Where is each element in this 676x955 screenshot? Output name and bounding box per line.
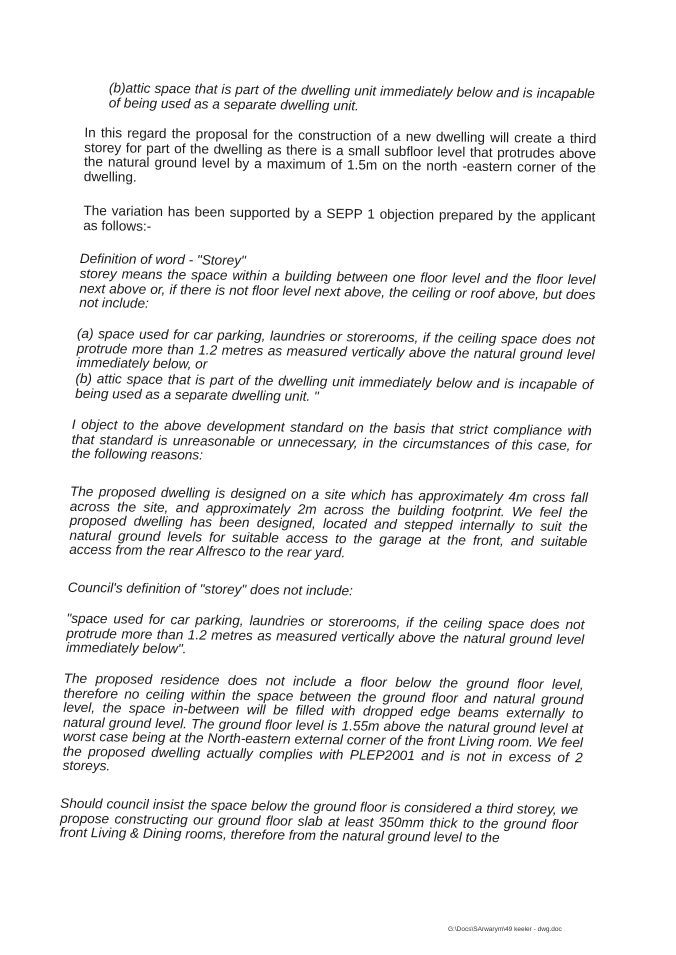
car-parking-clause: (a) space used for car parking, laundries or storerooms, if the ceiling space does not protrude more than 1.2 metres as measured vertically above the natural ground level immediately below, or: [76, 325, 595, 372]
file-path-footer: G:\Docs\SArwarym\49 keeler - dwg.doc: [448, 926, 562, 933]
storey-definition-heading: Definition of word - "Storey": [79, 250, 246, 269]
variation-paragraph: The variation has been supported by a SEPP 1 objection prepared by the applicant as follows:-: [83, 203, 596, 234]
objection-paragraph: I object to the above development standard on the basis that strict compliance with that standard is unreasonable or unnecessary, in the circumstances of this case, for the following reasons:: [71, 416, 592, 463]
quoted-definition-paragraph: "space used for car parking, laundries or storerooms, if the ceiling space does not protrude more than 1.2 metres as measured vertically above the natural ground level immediately below".: [66, 610, 585, 657]
attic-clause-paragraph: (b)attic space that is part of the dwelling unit immediately below and is incapable of being used as a separate dwelling unit.: [108, 80, 595, 113]
third-storey-paragraph: Should council insist the space below the ground floor is considered a third storey, we propose constructing our ground floor slab at least 350mm thick to the ground floor front Living & Dining rooms, therefore from the natural ground level to the: [59, 795, 579, 846]
attic-space-clause: (b) attic space that is part of the dwelling unit immediately below and is incapable of being used as a separate dwelling unit. ": [75, 370, 594, 404]
proposal-paragraph: In this regard the proposal for the construction of a new dwelling will create a third storey for part of the dwelling as there is a small subfloor level that protrudes above the natural ground level by a maximum of 1.5m on the north -eastern corner of the dwelling.: [83, 125, 597, 185]
storey-definition-text: storey means the space within a building between one floor level and the floor level next above or, if there is not floor level next above, the ceiling or roof above, but does not include:: [79, 265, 596, 311]
proposed-dwelling-paragraph: The proposed dwelling is designed on a site which has approximately 4m cross fall across the site, and approximately 2m across the building footprint. We feel the proposed dwelling has been designed, located and stepped internally to suit the natural ground levels for suitable access to the garage at the front, and suitable access from the rear Alfresco to the rear yard.: [69, 483, 589, 561]
residence-paragraph: The proposed residence does not include a floor below the ground floor level, therefore no ceiling within the space between the ground floor and natural ground level, the space in-between will be filled with dropped edge beams externally to natural ground level. The ground floor level is 1.55m above the natural ground level at worst case being at the North-eastern external corner of the front Living room. We feel the proposed dwelling actually complies with PLEP2001 and is not in excess of 2 storeys.: [62, 670, 584, 774]
council-definition-paragraph: Council's definition of "storey" does not include:: [67, 579, 353, 599]
